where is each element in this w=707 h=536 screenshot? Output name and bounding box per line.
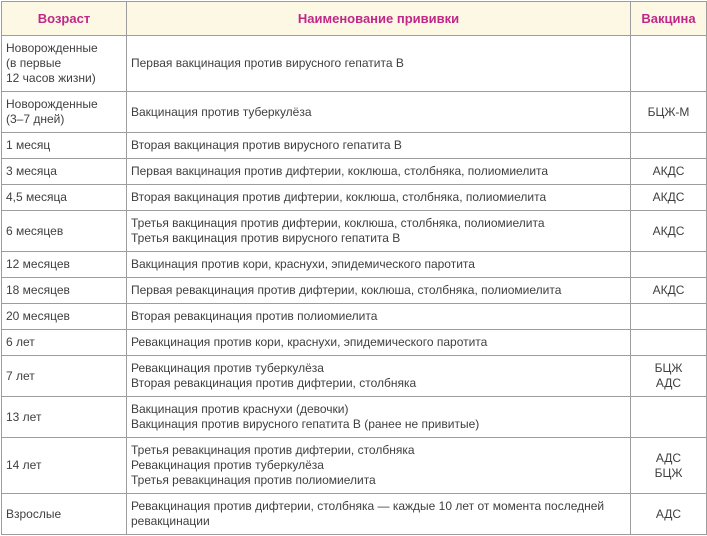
vaccination-name-cell: [127, 494, 631, 535]
cell-line: Первая вакцинация против вирусного гепатита В: [131, 56, 404, 70]
cell-line: Вакцинация против туберкулёза: [131, 104, 312, 119]
vaccination-name-cell: [127, 397, 631, 438]
cell-line: БЦЖ: [654, 465, 683, 480]
cell-line: Ревакцинация против туберкулёза: [131, 458, 324, 472]
cell-line: АКДС: [652, 164, 685, 178]
cell-line: Первая ревакцинация против дифтерии, коклюша, столбняка, полиомиелита: [131, 283, 562, 297]
cell-line: Взрослые: [6, 506, 62, 521]
table-row: [2, 304, 707, 330]
table-row: [2, 133, 707, 159]
column-header-vaccine: Вакцина: [631, 2, 707, 36]
vaccine-cell: [631, 159, 707, 185]
cell-line: Вторая ревакцинация против дифтерии, столбняка: [131, 376, 417, 390]
header-row: [2, 2, 707, 36]
age-cell: [2, 397, 127, 438]
cell-line: 3 месяца: [6, 164, 57, 178]
cell-line: 13 лет: [6, 409, 42, 424]
table-row: [2, 278, 707, 304]
vaccination-name-cell: [127, 356, 631, 397]
vaccination-name-cell: [127, 278, 631, 304]
cell-line: 4,5 месяца: [6, 190, 67, 204]
age-cell: [2, 36, 127, 92]
vaccine-cell: [631, 438, 707, 494]
cell-line: 6 месяцев: [6, 223, 64, 238]
age-cell: [2, 330, 127, 356]
cell-line: АКДС: [652, 283, 685, 297]
vaccine-cell: [631, 330, 707, 356]
cell-line: БЦЖ-М: [647, 104, 690, 119]
cell-line: АКДС: [652, 190, 685, 204]
vaccination-name-cell: [127, 159, 631, 185]
cell-line: 6 лет: [6, 335, 35, 349]
table-row: [2, 159, 707, 185]
age-cell: [2, 211, 127, 252]
vaccination-name-cell: [127, 185, 631, 211]
cell-line: Третья вакцинация против вирусного гепатита В: [131, 231, 401, 245]
cell-line: 20 месяцев: [6, 309, 70, 323]
table-row: [2, 36, 707, 92]
table-row: [2, 185, 707, 211]
cell-line: Вакцинация против краснухи (девочки): [131, 402, 349, 416]
vaccination-name-cell: [127, 438, 631, 494]
age-cell: [2, 133, 127, 159]
cell-line: АДС: [655, 376, 682, 390]
table-row: [2, 356, 707, 397]
table-row: [2, 330, 707, 356]
vaccination-schedule-table: [1, 1, 707, 535]
cell-line: 14 лет: [6, 458, 42, 472]
vaccination-name-cell: [127, 304, 631, 330]
cell-line: Ревакцинация против дифтерии, столбняка — каждые 10 лет от момента последней ревакцинации: [131, 499, 605, 528]
cell-line: АДС: [655, 450, 682, 465]
cell-line: (в первые: [6, 56, 62, 70]
vaccine-cell: [631, 92, 707, 133]
cell-line: Третья вакцинация против дифтерии, коклюша, столбняка, полиомиелита: [131, 216, 545, 230]
age-cell: [2, 185, 127, 211]
cell-line: Вторая вакцинация против дифтерии, коклюша, столбняка, полиомиелита: [131, 190, 547, 204]
vaccination-name-cell: [127, 211, 631, 252]
cell-line: Вакцинация против кори, краснухи, эпидемического паротита: [131, 257, 475, 271]
cell-line: АКДС: [652, 223, 685, 238]
cell-line: Первая вакцинация против дифтерии, коклюша, столбняка, полиомиелита: [131, 164, 549, 178]
table-row: [2, 397, 707, 438]
age-cell: [2, 356, 127, 397]
cell-line: 18 месяцев: [6, 283, 70, 297]
cell-line: 12 часов жизни): [6, 71, 96, 85]
vaccine-cell: [631, 304, 707, 330]
cell-line: 12 месяцев: [6, 257, 70, 271]
table-row: [2, 438, 707, 494]
column-header-vaccination-name: Наименование прививки: [127, 2, 631, 36]
table-row: [2, 211, 707, 252]
column-header-age: Возраст: [2, 2, 127, 36]
vaccine-cell: [631, 494, 707, 535]
age-cell: [2, 252, 127, 278]
vaccine-cell: [631, 133, 707, 159]
cell-line: Ревакцинация против кори, краснухи, эпидемического паротита: [131, 335, 488, 349]
vaccination-name-cell: [127, 133, 631, 159]
vaccine-cell: [631, 211, 707, 252]
cell-line: Вторая вакцинация против вирусного гепатита В: [131, 138, 402, 152]
cell-line: Новорожденные: [6, 41, 98, 55]
cell-line: Новорожденные: [6, 97, 98, 111]
vaccine-cell: [631, 356, 707, 397]
vaccine-cell: [631, 36, 707, 92]
vaccination-name-cell: [127, 36, 631, 92]
cell-line: 1 месяц: [6, 138, 51, 152]
cell-line: Третья ревакцинация против дифтерии, столбняка: [131, 443, 415, 457]
cell-line: Вторая ревакцинация против полиомиелита: [131, 309, 378, 323]
vaccination-name-cell: [127, 330, 631, 356]
table-row: [2, 494, 707, 535]
table-row: [2, 252, 707, 278]
cell-line: АДС: [655, 506, 682, 521]
cell-line: Третья ревакцинация против полиомиелита: [131, 473, 376, 487]
age-cell: [2, 438, 127, 494]
vaccine-cell: [631, 252, 707, 278]
cell-line: 7 лет: [6, 368, 35, 383]
cell-line: Ревакцинация против туберкулёза: [131, 361, 324, 375]
cell-line: (3–7 дней): [6, 112, 65, 126]
cell-line: Вакцинация против вирусного гепатита В (ранее не привитые): [131, 417, 480, 431]
table-row: [2, 92, 707, 133]
age-cell: [2, 494, 127, 535]
vaccine-cell: [631, 278, 707, 304]
age-cell: [2, 92, 127, 133]
vaccination-name-cell: [127, 252, 631, 278]
vaccine-cell: [631, 397, 707, 438]
vaccination-name-cell: [127, 92, 631, 133]
age-cell: [2, 278, 127, 304]
vaccine-cell: [631, 185, 707, 211]
age-cell: [2, 159, 127, 185]
age-cell: [2, 304, 127, 330]
cell-line: БЦЖ: [654, 361, 683, 375]
